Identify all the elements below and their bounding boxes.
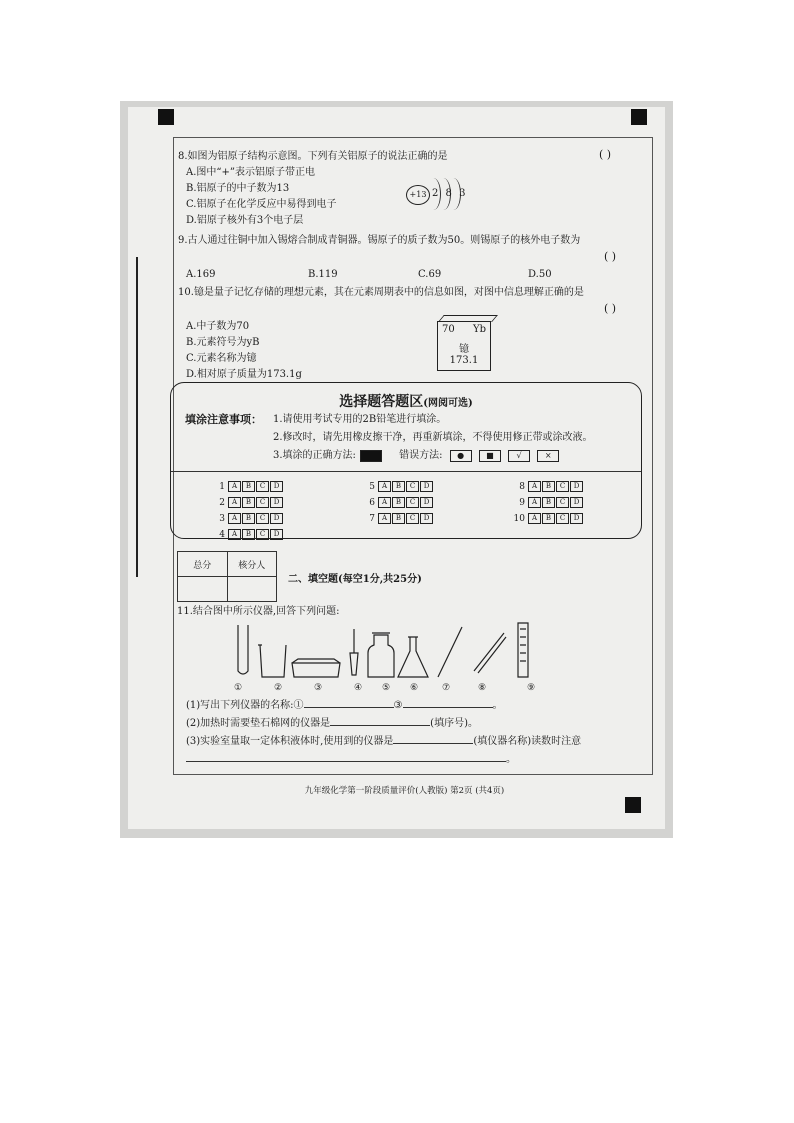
q10-option-b: B.元素符号为yB	[186, 337, 260, 348]
q10-option-a: A.中子数为70	[186, 321, 250, 332]
answer-bubble-d[interactable]: D	[420, 481, 433, 492]
answer-bubble-b[interactable]: B	[242, 529, 255, 540]
answer-area-title-note: (网阅可选)	[423, 398, 473, 409]
binding-margin	[136, 257, 144, 577]
answer-bubble-c[interactable]: C	[556, 513, 569, 524]
q11-part-2	[186, 717, 478, 730]
instrument-label: ⑦	[441, 683, 451, 693]
registration-mark-top-left	[158, 109, 174, 125]
aluminum-atom-diagram	[406, 178, 486, 218]
instrument-label: ①	[233, 683, 243, 693]
answer-area-title-text: 选择题答题区	[339, 394, 424, 410]
answer-bubble-c[interactable]: C	[406, 513, 419, 524]
q8-option-c: C.铝原子在化学反应中易得到电子	[186, 199, 337, 210]
q9-option-c: C.69	[418, 269, 442, 280]
q11-part-3-end: (填仪器名称)读数时注意	[473, 736, 582, 747]
registration-mark-top-right	[631, 109, 647, 125]
beaker-icon	[258, 645, 286, 677]
tongs-icon	[474, 633, 506, 673]
question-number: 2	[219, 497, 225, 508]
question-number: 10	[513, 513, 525, 524]
answer-bubble-a[interactable]: A	[528, 513, 541, 524]
answer-bubble-c[interactable]: C	[256, 513, 269, 524]
wrong-mark-cross: ×	[537, 450, 559, 462]
q11-stem: 11.结合图中所示仪器,回答下列问题:	[177, 606, 340, 617]
q11-part-3-text: (3)实验室量取一定体积液体时,使用到的仪器是	[186, 736, 394, 747]
q10-answer-blank: ( )	[604, 302, 617, 315]
atom-nucleus: +13	[406, 185, 430, 205]
photo-background	[120, 101, 673, 838]
wrong-mark-dot: ●	[450, 450, 472, 462]
q11-part-2-text: (2)加热时需要垫石棉网的仪器是	[186, 718, 331, 729]
question-number: 3	[219, 513, 225, 524]
q9-answer-blank: ( )	[604, 250, 617, 263]
q11-part-1-end: 。	[492, 700, 503, 711]
answer-bubble-b[interactable]: B	[242, 497, 255, 508]
q11-part-3-blank-1[interactable]	[393, 743, 473, 744]
question-number: 1	[219, 481, 225, 492]
notes-label: 填涂注意事项：	[185, 413, 262, 426]
answer-bubble-d[interactable]: D	[570, 481, 583, 492]
element-name: 镱	[459, 344, 469, 355]
q9-option-d: D.50	[528, 269, 552, 280]
answer-bubble-d[interactable]: D	[270, 481, 283, 492]
instrument-label: ⑧	[477, 683, 487, 693]
q10-stem: 10.镱是量子记忆存储的理想元素，其在元素周期表中的信息如图，对图中信息理解正确的是	[178, 287, 584, 298]
answer-bubble-b[interactable]: B	[392, 481, 405, 492]
q9-option-b: B.119	[308, 269, 338, 280]
q11-part-1-mid: ③	[393, 700, 403, 711]
answer-row-1	[211, 481, 284, 492]
atomic-mass: 173.1	[449, 355, 479, 366]
answer-bubble-c[interactable]: C	[406, 497, 419, 508]
answer-bubble-a[interactable]: A	[378, 513, 391, 524]
answer-bubble-d[interactable]: D	[570, 513, 583, 524]
answer-bubble-a[interactable]: A	[228, 513, 241, 524]
question-number: 7	[369, 513, 375, 524]
question-number: 9	[519, 497, 525, 508]
wrong-mark-check: √	[508, 450, 530, 462]
wrong-method-label: 错误方法:	[399, 450, 443, 461]
q8-answer-blank: ( )	[599, 148, 612, 161]
answer-area-divider	[171, 471, 641, 472]
reviewer-cell[interactable]	[227, 577, 277, 602]
instrument-label: ⑤	[381, 683, 391, 693]
page-footer: 九年级化学第一阶段质量评价(人教版) 第2页 (共4页)	[304, 786, 505, 796]
question-number: 5	[369, 481, 375, 492]
answer-bubble-d[interactable]: D	[420, 513, 433, 524]
graduated-cylinder-icon	[518, 623, 528, 677]
answer-bubble-a[interactable]: A	[228, 481, 241, 492]
registration-mark-bottom-right	[625, 797, 641, 813]
answer-sheet-area	[170, 382, 642, 539]
answer-row-2	[211, 497, 284, 508]
q11-part-1-blank-1[interactable]	[304, 707, 394, 708]
answer-bubble-b[interactable]: B	[242, 481, 255, 492]
exam-paper	[128, 107, 665, 829]
instrument-label: ⑥	[409, 683, 419, 693]
q9-stem: 9.古人通过往铜中加入锡熔合制成青铜器。锡原子的质子数为50。则锡原子的核外电子数为	[178, 235, 581, 246]
answer-bubble-a[interactable]: A	[228, 529, 241, 540]
score-table	[177, 551, 277, 602]
glass-rod-icon	[438, 627, 462, 677]
q11-part-2-blank[interactable]	[330, 725, 430, 726]
q8-stem: 8.如图为铝原子结构示意图。下列有关铝原子的说法正确的是	[178, 151, 448, 162]
q8-option-a: A.图中“+”表示铝原子带正电	[186, 167, 316, 178]
electron-shell-counts: 2 8 3	[432, 188, 468, 199]
correct-fill-sample	[360, 450, 382, 462]
note-2: 2.修改时，请先用橡皮擦干净，再重新填涂，不得使用修正带或涂改液。	[273, 432, 593, 443]
note-3	[273, 449, 559, 462]
dropper-icon	[350, 629, 358, 675]
test-tube-icon	[238, 625, 248, 674]
answer-bubble-d[interactable]: D	[270, 513, 283, 524]
answer-bubble-b[interactable]: B	[392, 497, 405, 508]
conical-flask-icon	[398, 637, 428, 677]
answer-bubble-c[interactable]: C	[256, 481, 269, 492]
question-number: 8	[519, 481, 525, 492]
answer-bubble-b[interactable]: B	[242, 513, 255, 524]
atomic-number: 70	[442, 324, 455, 335]
answer-row-8	[511, 481, 584, 492]
answer-row-6	[361, 497, 434, 508]
instrument-label: ②	[273, 683, 283, 693]
q10-option-d: D.相对原子质量为173.1g	[186, 369, 302, 380]
q11-part-3-blank-2[interactable]	[186, 761, 506, 762]
answer-bubble-b[interactable]: B	[542, 513, 555, 524]
q11-part-3-tail: 。	[506, 754, 516, 765]
total-score-cell[interactable]	[178, 577, 228, 602]
q11-part-1	[186, 699, 503, 712]
answer-bubble-d[interactable]: D	[570, 497, 583, 508]
q11-part-3	[186, 735, 581, 748]
total-score-header: 总分	[178, 552, 228, 577]
wrong-mark-square: ■	[479, 450, 501, 462]
q8-option-b: B.铝原子的中子数为13	[186, 183, 290, 194]
answer-bubble-d[interactable]: D	[420, 497, 433, 508]
answer-bubble-a[interactable]: A	[228, 497, 241, 508]
answer-bubble-d[interactable]: D	[270, 497, 283, 508]
reagent-bottle-icon	[368, 633, 394, 677]
answer-bubble-c[interactable]: C	[556, 497, 569, 508]
answer-bubble-a[interactable]: A	[378, 497, 391, 508]
answer-area-title	[171, 391, 641, 411]
answer-bubble-c[interactable]: C	[556, 481, 569, 492]
answer-bubble-a[interactable]: A	[378, 481, 391, 492]
q11-part-1-blank-3[interactable]	[403, 707, 493, 708]
evaporating-dish-icon	[292, 659, 340, 677]
question-number: 4	[219, 529, 225, 540]
element-symbol: Yb	[472, 324, 486, 335]
q11-part-2-end: (填序号)。	[430, 718, 478, 729]
cell-3d-top	[438, 315, 498, 322]
answer-bubble-a[interactable]: A	[528, 481, 541, 492]
q10-option-c: C.元素名称为镱	[186, 353, 257, 364]
answer-bubble-c[interactable]: C	[406, 481, 419, 492]
reviewer-header: 核分人	[227, 552, 277, 577]
note-1: 1.请使用考试专用的2B铅笔进行填涂。	[273, 414, 447, 425]
answer-row-10	[511, 513, 584, 524]
q9-option-a: A.169	[186, 269, 216, 280]
answer-bubble-c[interactable]: C	[256, 497, 269, 508]
answer-row-5	[361, 481, 434, 492]
q11-part-1-text: (1)写出下列仪器的名称:①	[186, 700, 304, 711]
answer-bubble-b[interactable]: B	[542, 497, 555, 508]
answer-bubble-c[interactable]: C	[256, 529, 269, 540]
lab-instruments-illustration	[228, 619, 538, 685]
periodic-table-cell	[437, 321, 491, 371]
answer-bubble-b[interactable]: B	[392, 513, 405, 524]
q8-option-d: D.铝原子核外有3个电子层	[186, 215, 304, 226]
answer-bubble-a[interactable]: A	[528, 497, 541, 508]
section-2-title: 二、填空题(每空1分,共25分)	[288, 574, 422, 585]
instrument-label: ③	[313, 683, 323, 693]
answer-row-3	[211, 513, 284, 524]
question-number: 6	[369, 497, 375, 508]
answer-row-4	[211, 529, 284, 540]
instrument-label: ⑨	[526, 683, 536, 693]
answer-row-9	[511, 497, 584, 508]
instrument-label: ④	[353, 683, 363, 693]
correct-method-label: 3.填涂的正确方法:	[273, 450, 356, 461]
answer-bubble-b[interactable]: B	[542, 481, 555, 492]
answer-row-7	[361, 513, 434, 524]
answer-bubble-d[interactable]: D	[270, 529, 283, 540]
q11-part-3-continued	[186, 753, 516, 766]
